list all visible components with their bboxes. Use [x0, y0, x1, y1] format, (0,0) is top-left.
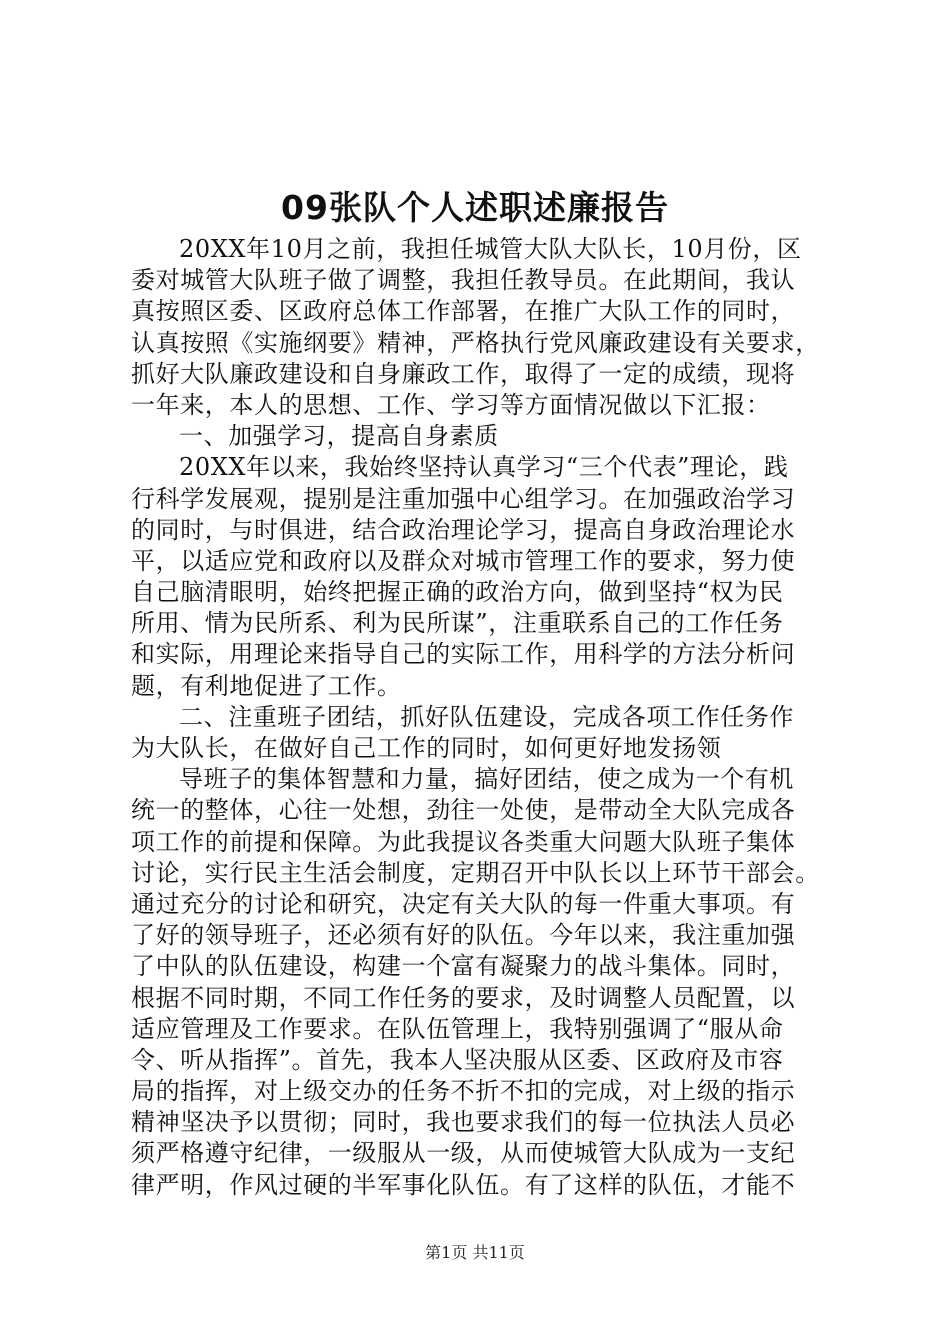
body-line: 项工作的前提和保障。为此我提议各类重大问题大队班子集体: [131, 827, 796, 856]
body-line: 行科学发展观，提别是注重加强中心组学习。在加强政治学习: [131, 484, 796, 513]
body-line: 平，以适应党和政府以及群众对城市管理工作的要求，努力使: [131, 546, 796, 575]
body-line: 适应管理及工作要求。在队伍管理上，我特别强调了“服从命: [131, 1014, 784, 1043]
body-line: 二、注重班子团结，抓好队伍建设，完成各项工作任务作: [179, 702, 794, 731]
body-line: 20XX年以来，我始终坚持认真学习“三个代表”理论，践: [179, 453, 789, 482]
body-line: 通过充分的讨论和研究，决定有关大队的每一件重大事项。有: [131, 889, 796, 918]
body-line: 认真按照《实施纲要》精神，严格执行党风廉政建设有关要求，: [131, 328, 820, 357]
body-line: 了好的领导班子，还必须有好的队伍。今年以来，我注重加强: [131, 921, 796, 950]
body-line: 精神坚决予以贯彻；同时，我也要求我们的每一位执法人员必: [131, 1108, 796, 1137]
body-line: 为大队长，在做好自己工作的同时，如何更好地发扬领: [131, 734, 722, 762]
body-line: 抓好大队廉政建设和自身廉政工作，取得了一定的成绩，现将: [131, 359, 796, 388]
page-footer: 第1页 共11页: [425, 1243, 525, 1262]
body-line: 统一的整体，心往一处想，劲往一处使，是带动全大队完成各: [131, 796, 796, 825]
body-line: 和实际，用理论来指导自己的实际工作，用科学的方法分析问: [131, 640, 796, 669]
body-line: 律严明，作风过硬的半军事化队伍。有了这样的队伍，才能不: [131, 1170, 796, 1199]
body-line: 所用、情为民所系、利为民所谋”，注重联系自己的工作任务: [131, 609, 784, 638]
body-line: 的同时，与时俱进，结合政治理论学习，提高自身政治理论水: [131, 515, 796, 544]
body-line: 根据不同时期，不同工作任务的要求，及时调整人员配置，以: [131, 983, 796, 1012]
body-line: 讨论，实行民主生活会制度，定期召开中队长以上环节干部会。: [131, 858, 820, 887]
document-body: [131, 234, 831, 1201]
body-line: 导班子的集体智慧和力量，搞好团结，使之成为一个有机: [179, 765, 794, 794]
body-line: 题，有利地促进了工作。: [131, 671, 402, 700]
body-line: 令、听从指挥”。首先，我本人坚决服从区委、区政府及市容: [131, 1045, 784, 1074]
body-line: 了中队的队伍建设，构建一个富有凝聚力的战斗集体。同时，: [131, 952, 796, 981]
body-line: 自己脑清眼明，始终把握正确的政治方向，做到坚持“权为民: [131, 578, 784, 607]
body-line: 委对城管大队班子做了调整，我担任教导员。在此期间，我认: [131, 266, 796, 295]
body-line: 局的指挥，对上级交办的任务不折不扣的完成，对上级的指示: [131, 1077, 796, 1106]
body-line: 20XX年10月之前，我担任城管大队大队长，10月份，区: [179, 235, 802, 263]
document-title: 09张队个人述职述廉报告: [281, 188, 669, 227]
body-line: 须严格遵守纪律，一级服从一级，从而使城管大队成为一支纪: [131, 1139, 796, 1168]
body-line: 一年来，本人的思想、工作、学习等方面情况做以下汇报：: [131, 390, 771, 419]
body-line: 真按照区委、区政府总体工作部署，在推广大队工作的同时，: [131, 297, 796, 326]
body-line: 一、加强学习，提高自身素质: [179, 422, 499, 451]
